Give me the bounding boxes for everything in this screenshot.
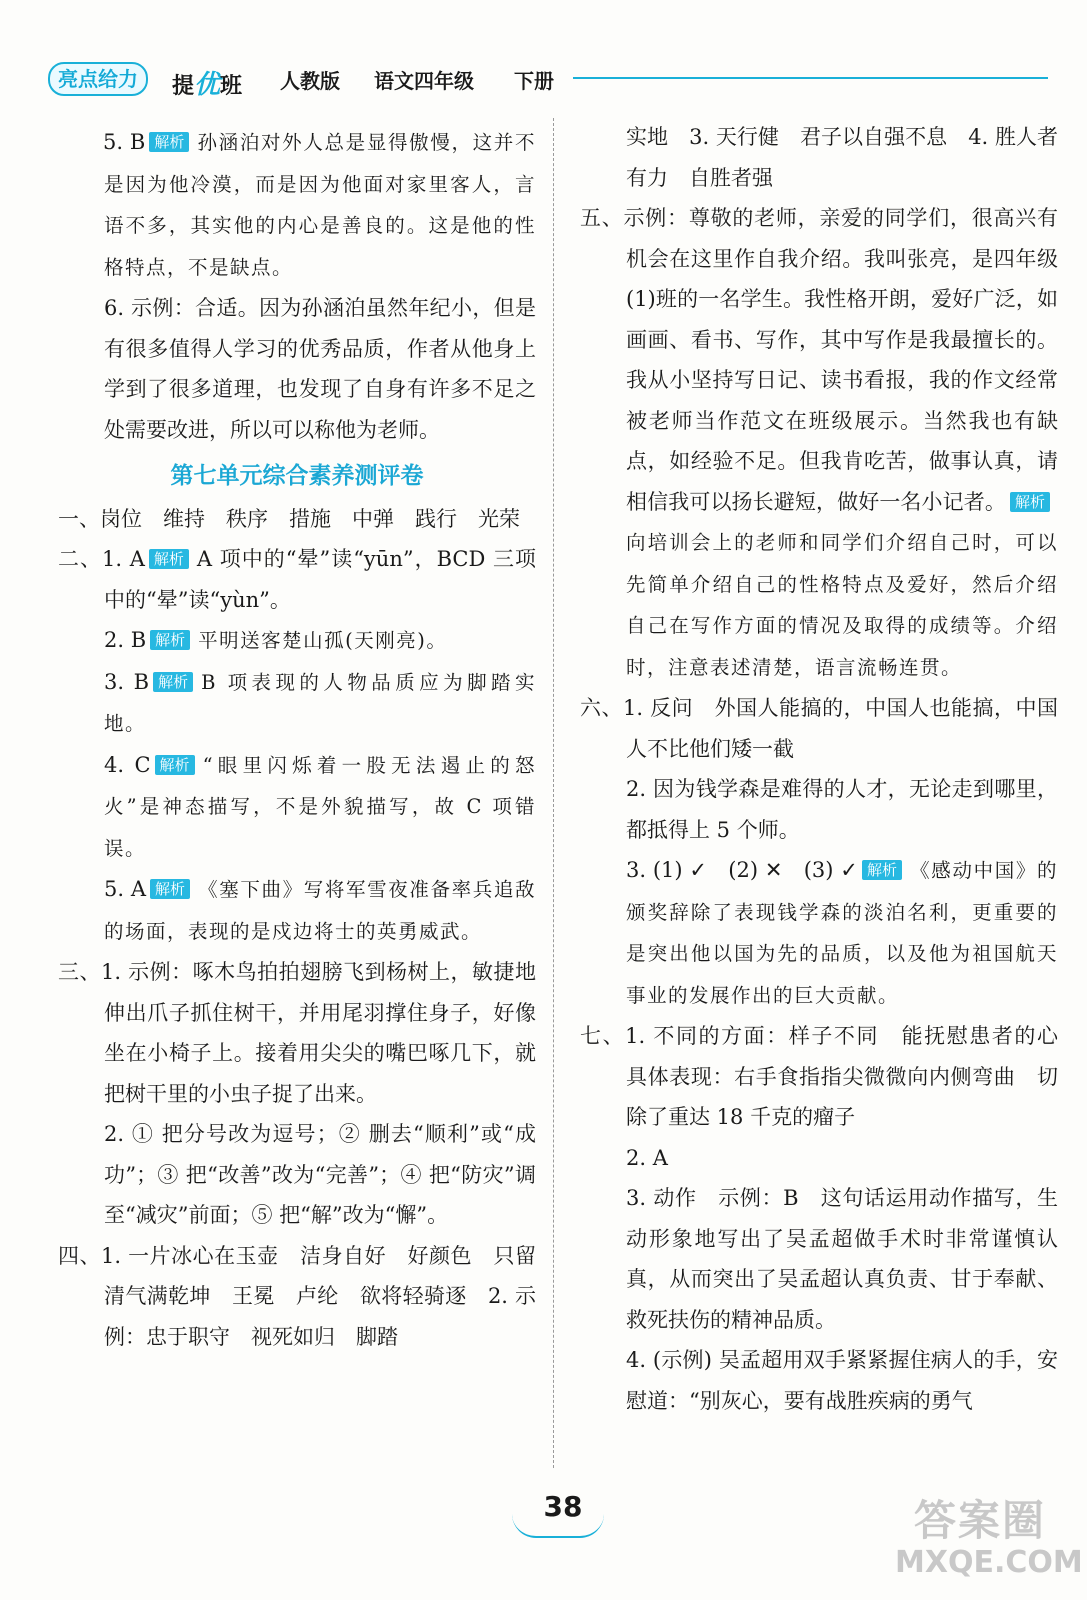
answer-item: 2. ① 把分号改为逗号；② 删去“顺利”或“成功”；③ 把“改善”改为“完善”；④ 把“防灾”调至“减灾”前面；⑤ 把“解”改为“懈”。 — [104, 1122, 536, 1227]
subject-label: 语文四年级 — [374, 69, 474, 93]
analysis-tag: 解析 — [862, 860, 902, 880]
answer-item: 实地 3. 天行健 君子以自强不息 4. 胜人者有力 自胜者强 — [626, 125, 1058, 190]
answer-item: 六、1. 反问 外国人能搞的，中国人也能搞，中国人不比他们矮一截 — [580, 696, 1058, 761]
page-number-brace — [512, 1514, 604, 1538]
series-name: 提优班 — [172, 70, 243, 100]
column-divider — [553, 118, 554, 1468]
answer-section: 一、岗位 维持 秩序 措施 中弹 践行 光荣 — [58, 506, 520, 531]
answer-item: 七、1. 不同的方面：样子不同 能抚慰患者的心 具体表现：右手食指指尖微微向内侧弯曲 切除了重达 18 千克的瘤子 — [580, 1024, 1079, 1129]
answer-item: 3. 动作 示例：B 这句话运用动作描写，生动形象地写出了吴孟超做手术时非常谨慎认真，从而突出了吴孟超认真负责、甘于奉献、救死扶伤的精神品质。 — [626, 1186, 1058, 1332]
answer-section: 四、1. 一片冰心在玉壶 洁身自好 好颜色 只留清气满乾坤 王冕 卢纶 欲将轻骑逐 2. 示例：忠于职守 视死如归 脚踏 — [58, 1243, 536, 1349]
answer-item: 5. B 解析 孙涵泊对外人总是显得傲慢，这并不是因为他冷漠，而是因为他面对家里客人，言语不多，其实他的内心是善良的。这是他的性格特点，不是缺点。 — [103, 130, 536, 279]
page-header — [48, 62, 1048, 98]
answer-item: 2. 因为钱学森是难得的人才，无论走到哪里，都抵得上 5 个师。 — [626, 777, 1058, 842]
right-column — [580, 117, 1079, 1421]
volume-label: 下册 — [514, 69, 554, 93]
answer-item: 二、1. A 解析 A 项中的“晕”读“yūn”，BCD 三项中的“晕”读“yùn”。 — [58, 547, 536, 612]
answer-item: 三、1. 示例：啄木鸟拍拍翅膀飞到杨树上，敏捷地伸出爪子抓住树干，并用尾羽撑住身子，好像坐在小椅子上。接着用尖尖的嘴巴啄几下，就把树干里的小虫子捉了出来。 — [58, 960, 536, 1106]
page-number: 38 — [543, 1490, 583, 1523]
answer-item: 3. (1) ✓ (2) ✕ (3) ✓ 解析 《感动中国》的颁奖辞除了表现钱学森的淡泊名利，更重要的是突出他以国为先的品质，以及他为祖国航天事业的发展作出的巨大贡献。 — [626, 858, 1058, 1007]
analysis-tag: 解析 — [150, 879, 190, 899]
left-column — [58, 122, 536, 1357]
answer-item: 3. B 解析 B 项表现的人物品质应为脚踏实地。 — [104, 669, 536, 735]
brand-logo: 亮点给力 — [48, 62, 148, 96]
analysis-tag: 解析 — [155, 755, 195, 775]
edition-label: 人教版 — [280, 69, 340, 93]
watermark: 答案圈 MXQE.COM — [895, 1496, 1083, 1580]
answer-item: 6. 示例：合适。因为孙涵泊虽然年纪小，但是有很多值得人学习的优秀品质，作者从他身上学到了很多道理，也发现了自身有许多不足之处需要改进，所以可以称他为老师。 — [104, 296, 536, 442]
answer-item: 5. A 解析 《塞下曲》写将军雪夜准备率兵追敌的场面，表现的是戍边将士的英勇威武。 — [104, 877, 536, 943]
answer-item: 2. B 解析 平明送客楚山孤(天刚亮)。 — [104, 628, 448, 652]
analysis-tag: 解析 — [150, 630, 190, 650]
unit-title: 第七单元综合素养测评卷 — [170, 463, 424, 489]
header-rule — [573, 77, 1048, 79]
answer-item: 4. (示例) 吴孟超用双手紧紧握住病人的手，安慰道：“别灰心，要有战胜疾病的勇气 — [626, 1348, 1058, 1413]
analysis-tag: 解析 — [1010, 492, 1050, 512]
analysis-tag: 解析 — [153, 672, 193, 692]
analysis-tag: 解析 — [149, 132, 189, 152]
answer-item: 2. A — [626, 1145, 668, 1170]
answer-section: 五、示例：尊敬的老师，亲爱的同学们，很高兴有机会在这里作自我介绍。我叫张亮，是四年级(1)班的一名学生。我性格开朗，爱好广泛，如画画、看书、写作，其中写作是我最擅长的。我从小坚持写日记、读书看报，我的作文经常被老师当作范文在班级展示。当然我也有缺点，如经验不足。但我肯吃苦，做事认真，请相信我可以扬长避短，做好一名小记者。 解析向培训会上的老师和同学们介绍自己时，可以先简单介绍自己的性格特点及爱好，然后介绍自己在写作方面的情况及取得的成绩等。介绍时，注意表述清楚，语言流畅连贯。 — [580, 206, 1059, 679]
answer-item: 4. C 解析 “眼里闪烁着一股无法遏止的怒火”是神态描写，不是外貌描写，故 C 项错误。 — [104, 752, 536, 860]
analysis-tag: 解析 — [149, 549, 189, 569]
